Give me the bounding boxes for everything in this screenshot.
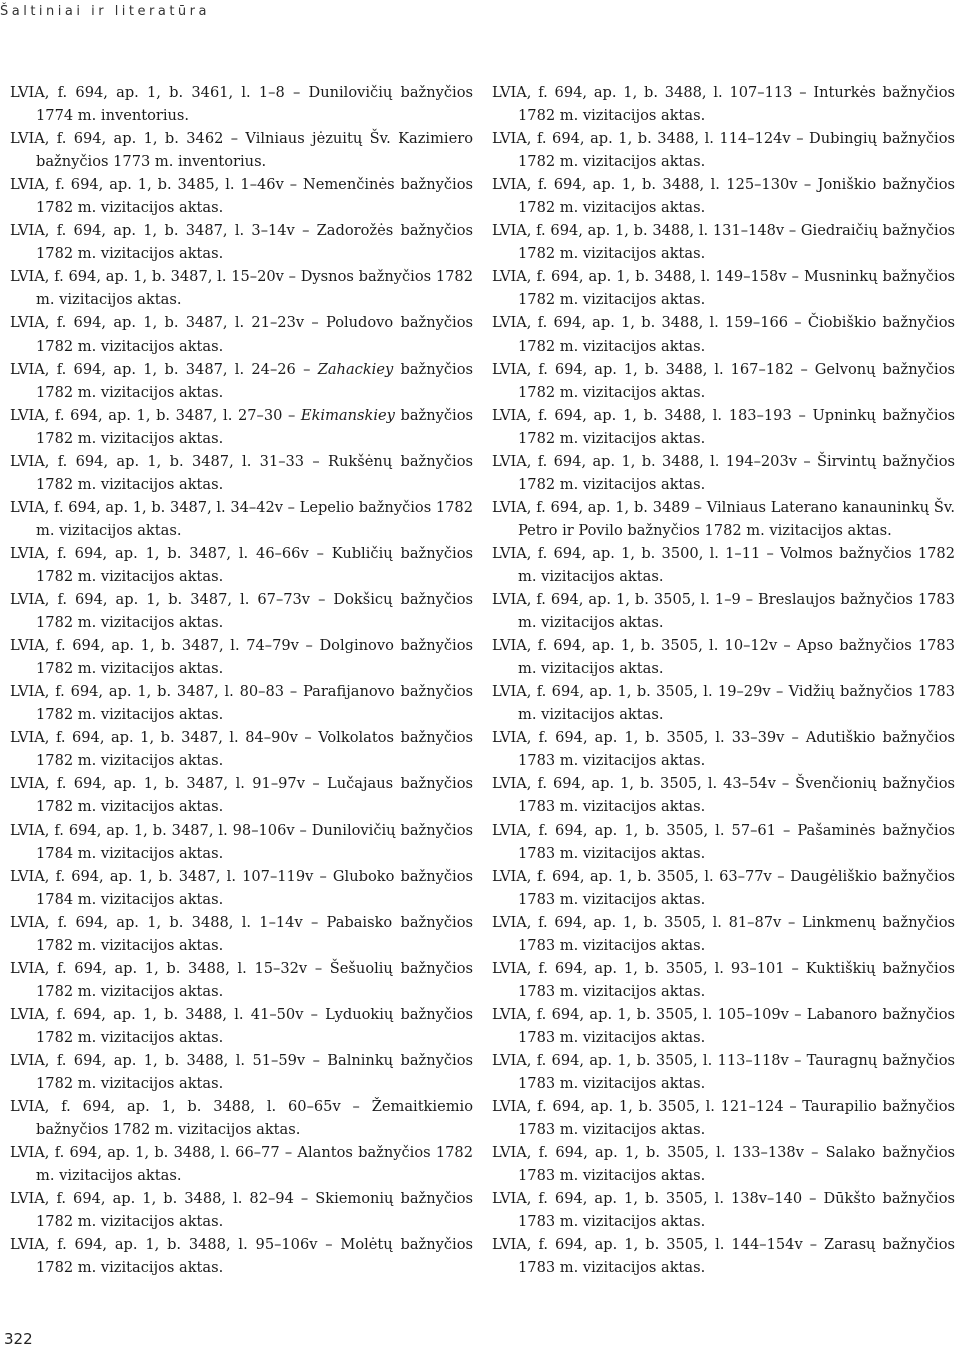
bibliography-entry (10, 219, 473, 265)
bibliography-entry (10, 496, 473, 542)
bibliography-entry (492, 450, 955, 496)
entry-text: LVIA, f. 694, ap. 1, b. 3505, l. 43–54v – Švenčionių bažnyčios 1783 m. vizitacijos aktas. (492, 775, 955, 816)
entry-text: LVIA, f. 694, ap. 1, b. 3505, l. 57–61 – Pašaminės bažnyčios 1783 m. vizitacijos aktas. (492, 821, 955, 862)
bibliography-entry (492, 127, 955, 173)
entry-text: LVIA, f. 694, ap. 1, b. 3487, l. 34–42v – Lepelio bažnyčios 1782 m. vizitacijos aktas. (10, 498, 473, 539)
bibliography-entry (10, 1049, 473, 1095)
bibliography-entry (10, 450, 473, 496)
entry-text: LVIA, f. 694, ap. 1, b. 3505, l. 10–12v – Apso bažnyčios 1783 m. vizitacijos aktas. (492, 637, 955, 678)
bibliography-entry (10, 1141, 473, 1187)
bibliography-entry (492, 358, 955, 404)
entry-text: LVIA, f. 694, ap. 1, b. 3505, l. 138v–140 – Dūkšto bažnyčios 1783 m. vizitacijos aktas. (492, 1190, 955, 1231)
bibliography-entry (10, 588, 473, 634)
entry-text: LVIA, f. 694, ap. 1, b. 3488, l. 107–113 – Inturkės bažnyčios 1782 m. vizitacijos aktas. (492, 84, 955, 125)
entry-text: LVIA, f. 694, ap. 1, b. 3488, l. 149–158v – Musninkų bažnyčios 1782 m. vizitacijos aktas. (492, 268, 955, 309)
bibliography-entry (492, 1233, 955, 1279)
bibliography-entry (10, 81, 473, 127)
page-number: 322 (4, 1330, 33, 1348)
bibliography-entry (10, 911, 473, 957)
entry-text: LVIA, f. 694, ap. 1, b. 3488, l. 114–124v – Dubingių bažnyčios 1782 m. vizitacijos aktas. (492, 130, 955, 171)
bibliography-entry (492, 772, 955, 818)
bibliography-entry (10, 1187, 473, 1233)
right-column (492, 81, 955, 1279)
bibliography-entry (10, 1003, 473, 1049)
bibliography-entry (10, 726, 473, 772)
entry-text: LVIA, f. 694, ap. 1, b. 3489 – Vilniaus Laterano kanauninkų Šv. Petro ir Povilo bažnyčios 1782 m. vizitacijos aktas. (492, 498, 955, 539)
entry-text: LVIA, f. 694, ap. 1, b. 3488, l. 51–59v – Balninkų bažnyčios 1782 m. vizitacijos aktas. (10, 1051, 473, 1093)
entry-text: LVIA, f. 694, ap. 1, b. 3488, l. 167–182 – Gelvonų bažnyčios 1782 m. vizitacijos aktas. (492, 360, 955, 401)
bibliography-entry (10, 957, 473, 1003)
section-header: Šaltiniai ir literatūra (0, 4, 210, 19)
bibliography-entry (492, 1141, 955, 1187)
entry-italic-name: Ekimanskiey (300, 406, 395, 424)
bibliography-entry (10, 634, 473, 680)
bibliography-entry (10, 819, 473, 865)
entry-text: LVIA, f. 694, ap. 1, b. 3488, l. 60–65v – Žemaitkiemio bažnyčios 1782 m. vizitacijos aktas. (10, 1098, 473, 1139)
entry-text: LVIA, f. 694, ap. 1, b. 3485, l. 1–46v – Nemenčinės bažnyčios 1782 m. vizitacijos aktas. (10, 176, 473, 217)
bibliography-entry (10, 404, 473, 450)
bibliography-entry (10, 1095, 473, 1141)
left-column (10, 81, 473, 1279)
bibliography-entry (492, 819, 955, 865)
entry-text: LVIA, f. 694, ap. 1, b. 3487, l. 98–106v – Dunilovičių bažnyčios 1784 m. vizitacijos aktas. (10, 821, 473, 862)
bibliography-entry (492, 1049, 955, 1095)
entry-text: LVIA, f. 694, ap. 1, b. 3505, l. 63–77v – Daugėliškio bažnyčios 1783 m. vizitacijos aktas. (492, 867, 955, 908)
entry-italic-name: Zahackiey (317, 360, 394, 378)
bibliography-entry (10, 358, 473, 404)
bibliography-entry (10, 311, 473, 357)
bibliography-entry (492, 1095, 955, 1141)
entry-text: LVIA, f. 694, ap. 1, b. 3487, l. 27–30 – (10, 406, 301, 424)
entry-text: LVIA, f. 694, ap. 1, b. 3487, l. 31–33 – Rukšėnų bažnyčios 1782 m. vizitacijos aktas. (10, 452, 473, 493)
bibliography-entry (10, 680, 473, 726)
bibliography-entry (492, 865, 955, 911)
entry-text: LVIA, f. 694, ap. 1, b. 3505, l. 133–138v – Salako bažnyčios 1783 m. vizitacijos aktas. (492, 1144, 955, 1185)
entry-text: LVIA, f. 694, ap. 1, b. 3462 – Vilniaus jėzuitų Šv. Kazimiero bažnyčios 1773 m. inventorius. (10, 130, 473, 171)
entry-text: LVIA, f. 694, ap. 1, b. 3461, l. 1–8 – Dunilovičių bažnyčios 1774 m. inventorius. (10, 84, 473, 125)
entry-text: LVIA, f. 694, ap. 1, b. 3488, l. 1–14v – Pabaisko bažnyčios 1782 m. vizitacijos aktas. (10, 913, 473, 954)
entry-text: LVIA, f. 694, ap. 1, b. 3487, l. 24–26 – (10, 360, 318, 378)
bibliography-entry (492, 911, 955, 957)
bibliography-entry (10, 865, 473, 911)
entry-text-rest: bažnyčios 1782 m. vizitacijos aktas. (36, 406, 474, 447)
entry-text-rest: bažnyčios 1782 m. vizitacijos aktas. (36, 360, 473, 401)
entry-text: LVIA, f. 694, ap. 1, b. 3487, l. 84–90v – Volkolatos bažnyčios 1782 m. vizitacijos aktas. (10, 729, 473, 770)
entry-text: LVIA, f. 694, ap. 1, b. 3487, l. 46–66v – Kubličių bažnyčios 1782 m. vizitacijos aktas. (10, 544, 473, 585)
bibliography-entry (492, 311, 955, 357)
entry-text: LVIA, f. 694, ap. 1, b. 3505, l. 93–101 – Kuktiškių bažnyčios 1783 m. vizitacijos aktas. (492, 959, 955, 1000)
entry-text: LVIA, f. 694, ap. 1, b. 3488, l. 15–32v – Šešuolių bažnyčios 1782 m. vizitacijos aktas. (10, 959, 473, 1000)
bibliography-entry (492, 680, 955, 726)
entry-text: LVIA, f. 694, ap. 1, b. 3505, l. 113–118v – Tauragnų bažnyčios 1783 m. vizitacijos aktas. (492, 1051, 955, 1093)
entry-text: LVIA, f. 694, ap. 1, b. 3487, l. 80–83 – Parafijanovo bažnyčios 1782 m. vizitacijos aktas. (10, 683, 473, 724)
bibliography-entry (492, 81, 955, 127)
bibliography-entry (492, 634, 955, 680)
entry-text: LVIA, f. 694, ap. 1, b. 3488, l. 95–106v – Molėtų bažnyčios 1782 m. vizitacijos aktas. (10, 1236, 473, 1277)
bibliography-entry (10, 542, 473, 588)
entry-text: LVIA, f. 694, ap. 1, b. 3505, l. 81–87v – Linkmenų bažnyčios 1783 m. vizitacijos aktas. (492, 913, 955, 954)
entry-text: LVIA, f. 694, ap. 1, b. 3488, l. 194–203v – Širvintų bažnyčios 1782 m. vizitacijos aktas. (492, 452, 955, 493)
entry-text: LVIA, f. 694, ap. 1, b. 3500, l. 1–11 – Volmos bažnyčios 1782 m. vizitacijos aktas. (492, 544, 955, 585)
entry-text: LVIA, f. 694, ap. 1, b. 3487, l. 21–23v – Poludovo bažnyčios 1782 m. vizitacijos aktas. (10, 314, 473, 355)
entry-text: LVIA, f. 694, ap. 1, b. 3487, l. 3–14v – Zadorožės bažnyčios 1782 m. vizitacijos aktas. (10, 222, 473, 263)
entry-text: LVIA, f. 694, ap. 1, b. 3505, l. 121–124 – Taurapilio bažnyčios 1783 m. vizitacijos aktas. (492, 1098, 955, 1139)
bibliography-entry (492, 588, 955, 634)
entry-text: LVIA, f. 694, ap. 1, b. 3505, l. 33–39v – Adutiškio bažnyčios 1783 m. vizitacijos aktas. (492, 729, 955, 770)
entry-text: LVIA, f. 694, ap. 1, b. 3488, l. 159–166 – Čiobiškio bažnyčios 1782 m. vizitacijos aktas. (492, 314, 955, 355)
bibliography-entry (492, 1003, 955, 1049)
bibliography-entry (10, 127, 473, 173)
entry-text: LVIA, f. 694, ap. 1, b. 3505, l. 144–154v – Zarasų bažnyčios 1783 m. vizitacijos aktas. (492, 1236, 955, 1277)
entry-text: LVIA, f. 694, ap. 1, b. 3487, l. 67–73v – Dokšicų bažnyčios 1782 m. vizitacijos aktas. (10, 591, 473, 632)
bibliography-entry (492, 957, 955, 1003)
bibliography-entry (492, 542, 955, 588)
entry-text: LVIA, f. 694, ap. 1, b. 3505, l. 105–109v – Labanoro bažnyčios 1783 m. vizitacijos aktas. (492, 1005, 955, 1046)
entry-text: LVIA, f. 694, ap. 1, b. 3505, l. 19–29v – Vidžių bažnyčios 1783 m. vizitacijos aktas. (492, 683, 955, 724)
bibliography-entry (492, 1187, 955, 1233)
bibliography-entry (10, 772, 473, 818)
entry-text: LVIA, f. 694, ap. 1, b. 3488, l. 66–77 – Alantos bažnyčios 1782 m. vizitacijos aktas. (10, 1144, 473, 1185)
entry-text: LVIA, f. 694, ap. 1, b. 3487, l. 15–20v – Dysnos bažnyčios 1782 m. vizitacijos aktas. (10, 268, 473, 309)
entry-text: LVIA, f. 694, ap. 1, b. 3487, l. 74–79v – Dolginovo bažnyčios 1782 m. vizitacijos aktas. (10, 637, 473, 678)
entry-text: LVIA, f. 694, ap. 1, b. 3488, l. 82–94 – Skiemonių bažnyčios 1782 m. vizitacijos aktas. (10, 1190, 473, 1231)
entry-text: LVIA, f. 694, ap. 1, b. 3488, l. 41–50v – Lyduokių bažnyčios 1782 m. vizitacijos aktas. (10, 1005, 473, 1046)
entry-text: LVIA, f. 694, ap. 1, b. 3488, l. 125–130v – Joniškio bažnyčios 1782 m. vizitacijos aktas. (492, 176, 955, 217)
entry-text: LVIA, f. 694, ap. 1, b. 3505, l. 1–9 – Breslaujos bažnyčios 1783 m. vizitacijos aktas. (492, 591, 955, 632)
bibliography-entry (492, 173, 955, 219)
bibliography-entry (492, 265, 955, 311)
bibliography-entry (492, 404, 955, 450)
bibliography-entry (492, 726, 955, 772)
bibliography-entry (10, 265, 473, 311)
bibliography-entry (10, 173, 473, 219)
entry-text: LVIA, f. 694, ap. 1, b. 3487, l. 91–97v – Lučajaus bažnyčios 1782 m. vizitacijos aktas. (10, 775, 473, 816)
entry-text: LVIA, f. 694, ap. 1, b. 3488, l. 131–148v – Giedraičių bažnyčios 1782 m. vizitacijos aktas. (492, 222, 955, 263)
bibliography-entry (492, 219, 955, 265)
bibliography-entry (10, 1233, 473, 1279)
bibliography-entry (492, 496, 955, 542)
entry-text: LVIA, f. 694, ap. 1, b. 3488, l. 183–193 – Upninkų bažnyčios 1782 m. vizitacijos aktas. (492, 406, 955, 447)
entry-text: LVIA, f. 694, ap. 1, b. 3487, l. 107–119v – Gluboko bažnyčios 1784 m. vizitacijos aktas. (10, 867, 473, 908)
